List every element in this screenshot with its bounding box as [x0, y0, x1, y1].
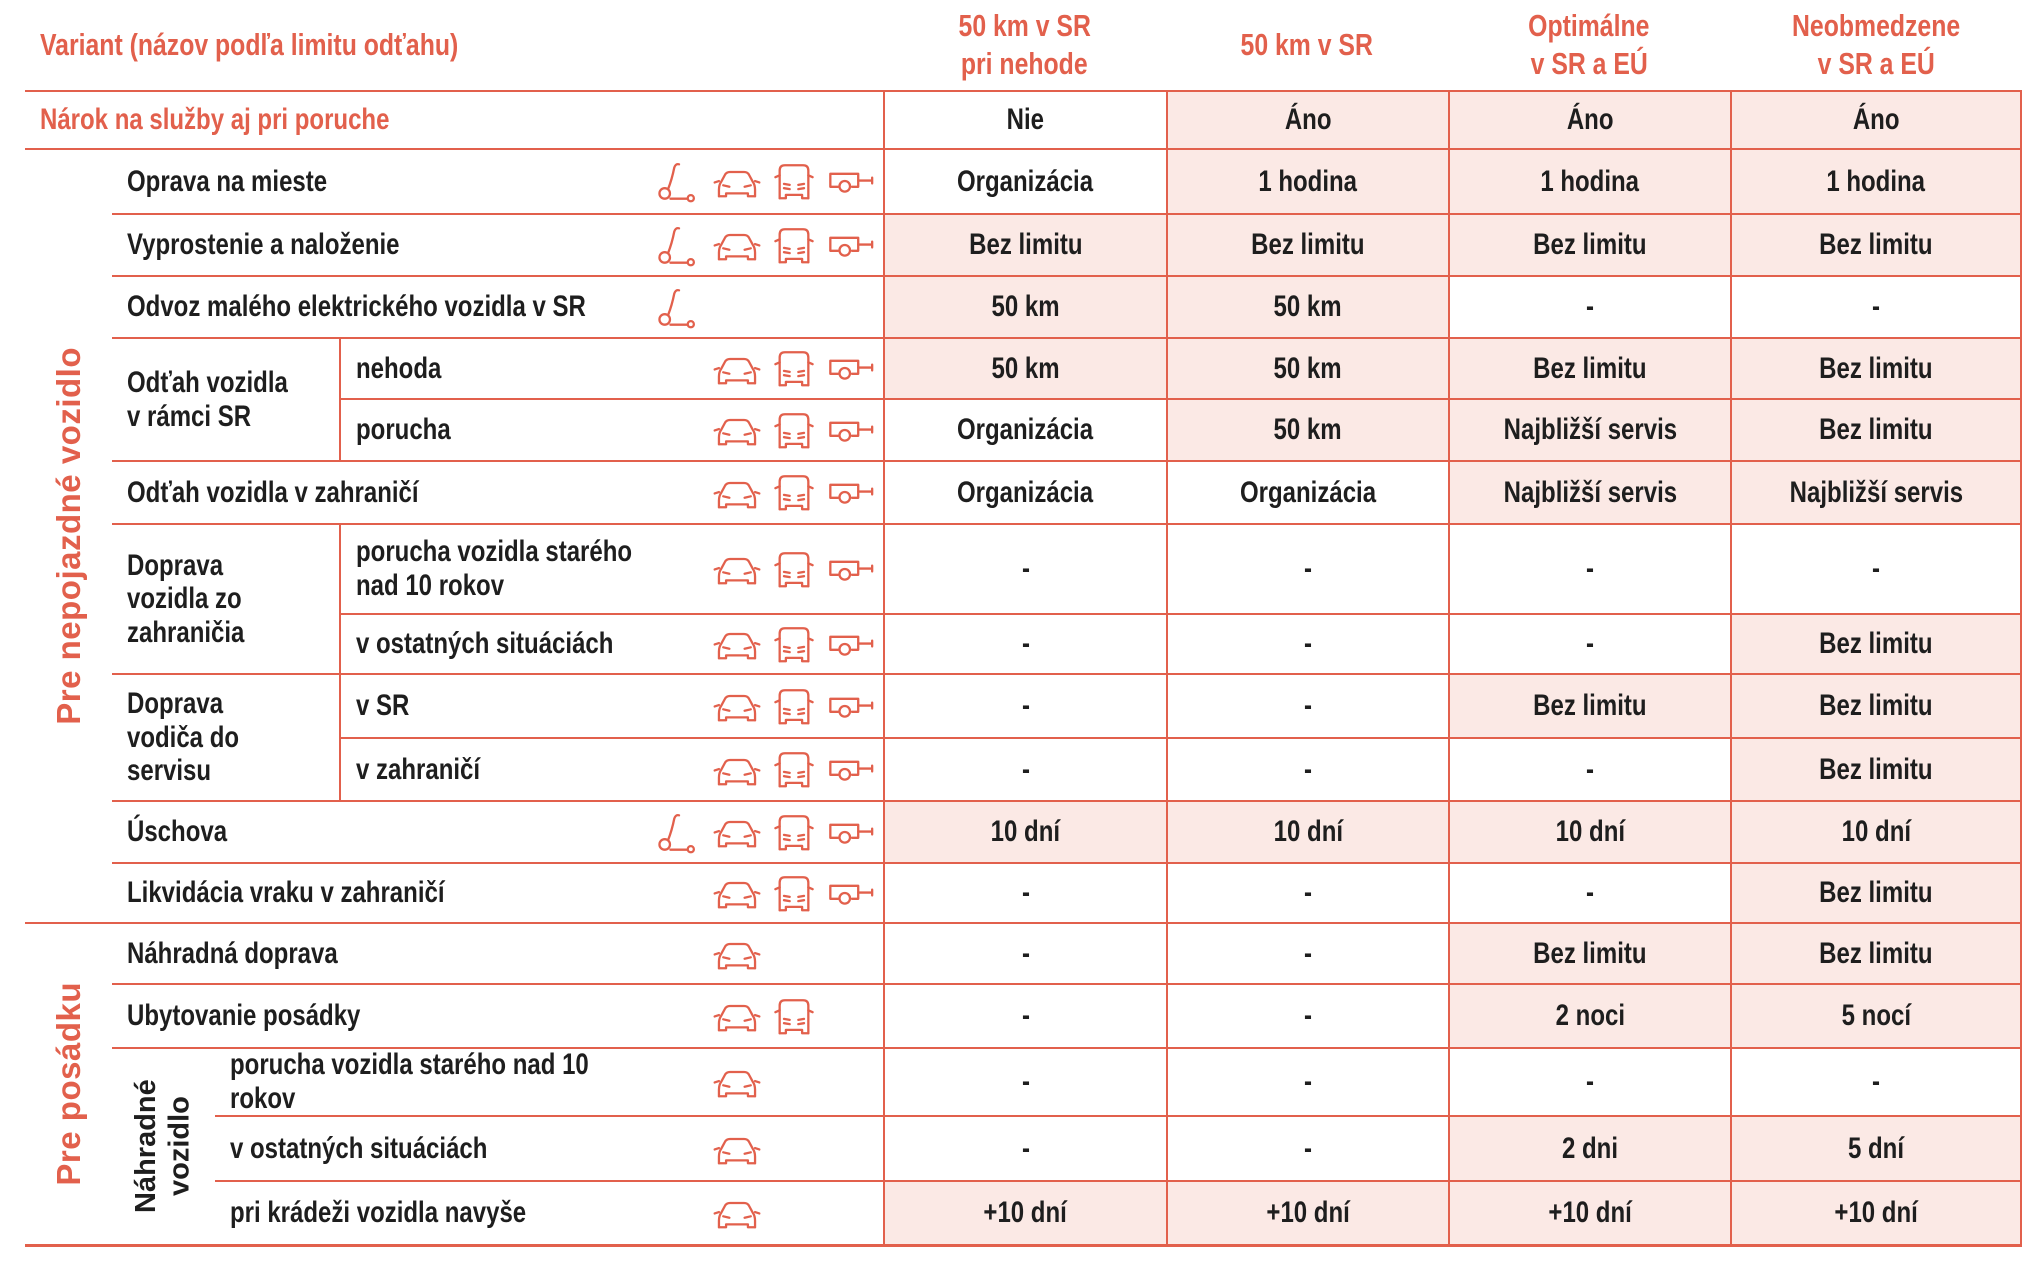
value-cell: -: [883, 673, 1166, 737]
van-icon: [765, 471, 822, 514]
value-cell: Bez limitu: [1730, 737, 2022, 800]
scooter-icon: [651, 347, 708, 390]
value-cell: -: [1730, 275, 2022, 337]
car-icon: [708, 474, 765, 512]
trailer-icon: [822, 418, 879, 443]
value-cell: -: [1448, 862, 1730, 922]
value-cell: Organizácia: [1166, 460, 1448, 523]
value-cell: 10 dní: [1448, 800, 1730, 862]
scooter-icon: [651, 471, 708, 514]
van-icon: [765, 160, 822, 203]
car-icon: [708, 163, 765, 201]
trailer-icon: [822, 1201, 879, 1226]
value-cell: +10 dní: [883, 1180, 1166, 1247]
value-cell: Najbližší servis: [1730, 460, 2022, 523]
value-cell: Organizácia: [883, 460, 1166, 523]
value-cell: +10 dní: [1730, 1180, 2022, 1247]
value-cell: 50 km: [1166, 337, 1448, 398]
trailer-icon: [822, 632, 879, 657]
row-icons: [651, 864, 879, 922]
scooter-icon: [651, 685, 708, 728]
value-cell: +10 dní: [1166, 1180, 1448, 1247]
value-cell: Bez limitu: [1166, 213, 1448, 275]
car-icon: [708, 935, 765, 973]
car-icon: [708, 625, 765, 663]
value-cell: -: [1730, 1047, 2022, 1115]
van-icon: [765, 286, 822, 329]
car-icon: [708, 1130, 765, 1168]
value-cell: 1 hodina: [1448, 148, 1730, 213]
row-label: v zahraničí: [339, 737, 883, 800]
trailer-icon: [822, 820, 879, 845]
row-icons: [651, 739, 879, 800]
trailer-icon: [822, 941, 879, 966]
row-label: porucha vozidla starého nad 10 rokov: [339, 523, 883, 613]
row-label: Ubytovanie posádky: [112, 983, 883, 1047]
column-header-50km-nehoda: 50 km v SR pri nehode: [958, 8, 1091, 81]
value-cell: -: [883, 737, 1166, 800]
van-icon: [765, 995, 822, 1038]
trailer-icon: [822, 694, 879, 719]
car-icon: [708, 1194, 765, 1232]
scooter-icon: [651, 1192, 708, 1235]
van-icon: [765, 932, 822, 975]
car-icon: [708, 226, 765, 264]
scooter-icon: [651, 286, 708, 329]
scooter-icon: [651, 1127, 708, 1170]
scooter-icon: [651, 224, 708, 267]
value-cell: Organizácia: [883, 148, 1166, 213]
value-cell: -: [1166, 1047, 1448, 1115]
group-label-towing-in-sr: Odťah vozidla v rámci SR: [112, 337, 339, 460]
value-cell: 10 dní: [1166, 800, 1448, 862]
row-label: Úschova: [112, 800, 883, 862]
value-cell: Nie: [883, 90, 1166, 148]
car-icon: [708, 411, 765, 449]
value-cell: Áno: [1730, 90, 2022, 148]
scooter-icon: [651, 160, 708, 203]
row-label: v SR: [339, 673, 883, 737]
van-icon: [765, 224, 822, 267]
row-icons: [651, 277, 879, 337]
scooter-icon: [651, 932, 708, 975]
value-cell: -: [1448, 275, 1730, 337]
value-cell: -: [1166, 613, 1448, 673]
row-icons: [651, 462, 879, 523]
value-cell: Bez limitu: [1730, 922, 2022, 983]
scooter-icon: [651, 748, 708, 791]
van-icon: [765, 623, 822, 666]
van-icon: [765, 1061, 822, 1104]
variant-header-label: Variant (názov podľa limitu odťahu): [40, 26, 459, 62]
van-icon: [765, 811, 822, 854]
trailer-icon: [822, 1070, 879, 1095]
column-header-neobmedzene: Neobmedzene v SR a EÚ: [1791, 8, 1961, 81]
value-cell: Bez limitu: [1730, 398, 2022, 460]
car-icon: [708, 997, 765, 1035]
value-cell: -: [1166, 737, 1448, 800]
value-cell: Bez limitu: [1448, 922, 1730, 983]
value-cell: -: [1730, 523, 2022, 613]
trailer-icon: [822, 881, 879, 906]
value-cell: 50 km: [883, 337, 1166, 398]
van-icon: [765, 1127, 822, 1170]
value-cell: 50 km: [883, 275, 1166, 337]
value-cell: -: [1448, 523, 1730, 613]
value-cell: Organizácia: [883, 398, 1166, 460]
row-icons: [651, 215, 879, 275]
row-label: Oprava na mieste: [112, 148, 883, 213]
row-icons: [651, 924, 879, 983]
row-label: Náhradná doprava: [112, 922, 883, 983]
value-cell: -: [883, 1047, 1166, 1115]
row-label: pri krádeži vozidla navyše: [215, 1180, 883, 1247]
trailer-icon: [822, 233, 879, 258]
row-icons: [651, 615, 879, 673]
scooter-icon: [651, 1061, 708, 1104]
row-icons: [651, 150, 879, 213]
trailer-icon: [822, 1004, 879, 1029]
value-cell: -: [1448, 737, 1730, 800]
value-cell: Áno: [1448, 90, 1730, 148]
value-cell: Bez limitu: [1730, 213, 2022, 275]
value-cell: -: [883, 523, 1166, 613]
van-icon: [765, 872, 822, 915]
value-cell: -: [883, 922, 1166, 983]
value-cell: Bez limitu: [1730, 337, 2022, 398]
value-cell: 10 dní: [1730, 800, 2022, 862]
scooter-icon: [651, 811, 708, 854]
value-cell: 2 dni: [1448, 1115, 1730, 1180]
group-label-driver-to-service: Doprava vodiča do servisu: [112, 673, 339, 800]
value-cell: Bez limitu: [1448, 673, 1730, 737]
row-label: Nárok na služby aj pri poruche: [25, 90, 883, 148]
van-icon: [765, 685, 822, 728]
car-icon: [708, 874, 765, 912]
column-header-optimalne: Optimálne v SR a EÚ: [1528, 8, 1650, 81]
value-cell: 50 km: [1166, 398, 1448, 460]
scooter-icon: [651, 995, 708, 1038]
value-cell: 10 dní: [883, 800, 1166, 862]
row-label: v ostatných situáciách: [339, 613, 883, 673]
value-cell: Áno: [1166, 90, 1448, 148]
row-label: porucha vozidla starého nad 10 rokov: [215, 1047, 883, 1115]
row-label: Odvoz malého elektrického vozidla v SR: [112, 275, 883, 337]
value-cell: Bez limitu: [1730, 862, 2022, 922]
value-cell: 1 hodina: [1166, 148, 1448, 213]
value-cell: -: [1166, 673, 1448, 737]
comparison-grid: [25, 0, 2022, 1247]
car-icon: [708, 1063, 765, 1101]
value-cell: -: [1166, 922, 1448, 983]
value-cell: Najbližší servis: [1448, 398, 1730, 460]
value-cell: 50 km: [1166, 275, 1448, 337]
value-cell: Bez limitu: [883, 213, 1166, 275]
trailer-icon: [822, 757, 879, 782]
van-icon: [765, 1192, 822, 1235]
car-icon: [708, 751, 765, 789]
value-cell: -: [1166, 1115, 1448, 1180]
row-icons: [651, 802, 879, 862]
row-icons: [651, 339, 879, 398]
value-cell: -: [883, 1115, 1166, 1180]
value-cell: -: [1166, 523, 1448, 613]
trailer-icon: [822, 295, 879, 320]
value-cell: -: [883, 613, 1166, 673]
row-label: nehoda: [339, 337, 883, 398]
trailer-icon: [822, 169, 879, 194]
car-icon: [708, 350, 765, 388]
section-label-crew: Pre posádku: [25, 922, 112, 1247]
group-label-transport-from-abroad: Doprava vozidla zo zahraničia: [112, 523, 339, 673]
row-icons: [651, 1117, 879, 1180]
value-cell: -: [1166, 983, 1448, 1047]
van-icon: [765, 748, 822, 791]
row-label: Likvidácia vraku v zahraničí: [112, 862, 883, 922]
trailer-icon: [822, 480, 879, 505]
value-cell: Bez limitu: [1730, 613, 2022, 673]
van-icon: [765, 548, 822, 591]
value-cell: -: [883, 862, 1166, 922]
row-icons: [651, 985, 879, 1047]
row-label: Odťah vozidla v zahraničí: [112, 460, 883, 523]
row-icons: [651, 1182, 879, 1244]
value-cell: -: [1448, 613, 1730, 673]
car-icon: [708, 550, 765, 588]
row-label: porucha: [339, 398, 883, 460]
scooter-icon: [651, 872, 708, 915]
value-cell: 5 nocí: [1730, 983, 2022, 1047]
row-icons: [651, 675, 879, 737]
car-icon: [708, 687, 765, 725]
car-icon: [708, 288, 765, 326]
column-header-50km: 50 km v SR: [1240, 27, 1374, 63]
trailer-icon: [822, 557, 879, 582]
value-cell: -: [1166, 862, 1448, 922]
row-label: Vyprostenie a naloženie: [112, 213, 883, 275]
value-cell: -: [1448, 1047, 1730, 1115]
van-icon: [765, 409, 822, 452]
value-cell: 5 dní: [1730, 1115, 2022, 1180]
scooter-icon: [651, 409, 708, 452]
value-cell: -: [883, 983, 1166, 1047]
row-icons: [651, 525, 879, 613]
scooter-icon: [651, 623, 708, 666]
trailer-icon: [822, 1136, 879, 1161]
value-cell: 1 hodina: [1730, 148, 2022, 213]
group-label-replacement-vehicle: Náhradné vozidlo: [112, 1047, 215, 1247]
van-icon: [765, 347, 822, 390]
row-icons: [651, 400, 879, 460]
row-icons: [651, 1049, 879, 1115]
row-label: v ostatných situáciách: [215, 1115, 883, 1180]
value-cell: Bez limitu: [1448, 213, 1730, 275]
value-cell: Bez limitu: [1448, 337, 1730, 398]
value-cell: Bez limitu: [1730, 673, 2022, 737]
trailer-icon: [822, 356, 879, 381]
section-label-immobile-vehicle: Pre nepojazdné vozidlo: [25, 148, 112, 922]
scooter-icon: [651, 548, 708, 591]
value-cell: 2 noci: [1448, 983, 1730, 1047]
car-icon: [708, 813, 765, 851]
value-cell: +10 dní: [1448, 1180, 1730, 1247]
value-cell: Najbližší servis: [1448, 460, 1730, 523]
